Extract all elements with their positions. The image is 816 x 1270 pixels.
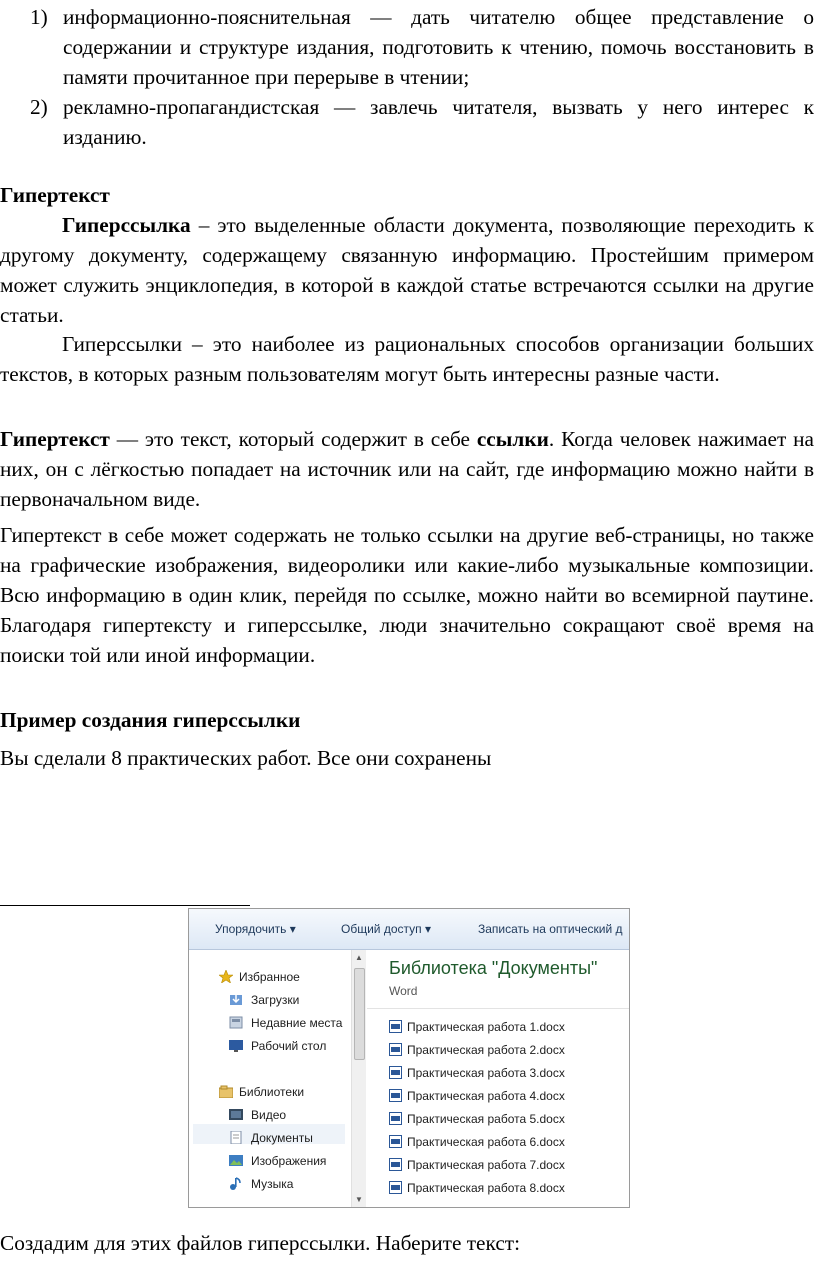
nav-downloads[interactable]: Загрузки bbox=[251, 993, 300, 1007]
library-title: Библиотека "Документы" bbox=[389, 958, 598, 978]
docx-file-icon bbox=[389, 1089, 402, 1102]
nav-desktop[interactable]: Рабочий стол bbox=[251, 1039, 327, 1053]
paragraph-hyperlink-definition bbox=[0, 210, 814, 330]
star-icon bbox=[219, 970, 233, 983]
file-item[interactable] bbox=[389, 1135, 565, 1149]
file-item[interactable] bbox=[389, 1089, 565, 1103]
paragraph-text: . Когда человек нажимает на них, он с лёгкостью попадает на источник или на сайт, где информацию можно найти в первоначальном виде. bbox=[0, 427, 815, 511]
paragraph-create-hyperlinks: Создадим для этих файлов гиперссылки. Наберите текст: bbox=[0, 1231, 520, 1255]
paragraph-text: – это выделенные области документа, позволяющие переходить к другому документу, содержащему связанную информацию. Простейшим примером может служить энциклопедия, в которой в каждой статье встречаются ссылки на другие статьи. bbox=[0, 213, 814, 327]
pictures-icon bbox=[229, 1154, 243, 1167]
file-item[interactable] bbox=[389, 1020, 565, 1034]
video-icon bbox=[229, 1108, 243, 1121]
nav-libraries[interactable]: Библиотеки bbox=[239, 1085, 305, 1099]
docx-file-icon bbox=[389, 1158, 402, 1171]
file-name: Практическая работа 5.docx bbox=[407, 1112, 565, 1126]
file-name: Практическая работа 6.docx bbox=[407, 1135, 565, 1149]
music-icon bbox=[229, 1177, 243, 1190]
section-heading-hypertext: Гипертекст bbox=[0, 183, 110, 207]
nav-recent-places[interactable]: Недавние места bbox=[251, 1016, 343, 1030]
section-heading-example: Пример создания гиперссылки bbox=[0, 708, 301, 732]
nav-pictures[interactable]: Изображения bbox=[251, 1154, 327, 1168]
docx-file-icon bbox=[389, 1112, 402, 1125]
libraries-icon bbox=[219, 1085, 233, 1098]
list-number: 1) bbox=[30, 5, 48, 29]
docx-file-icon bbox=[389, 1181, 402, 1194]
file-item[interactable] bbox=[389, 1043, 565, 1057]
term-hypertext: Гипертекст bbox=[0, 427, 110, 451]
paragraph-text: — это текст, который содержит в себе bbox=[109, 427, 477, 451]
file-item[interactable] bbox=[389, 1066, 565, 1080]
paragraph-hyperlinks: Гиперссылки – это наиболее из рациональных способов организации больших текстов, в которых разным пользователям могут быть интересны разные части. bbox=[0, 332, 814, 386]
scrollbar-thumb[interactable] bbox=[354, 968, 365, 1060]
file-name: Практическая работа 2.docx bbox=[407, 1043, 565, 1057]
explorer-toolbar bbox=[189, 909, 629, 950]
burn-button[interactable]: Записать на оптический д bbox=[478, 922, 623, 936]
desktop-icon bbox=[229, 1039, 243, 1052]
paragraph-hypertext-content: Гипертекст в себе может содержать не только ссылки на другие веб-страницы, но также на графические изображения, видеоролики или какие-либо музыкальные композиции. Всю информацию в один клик, перейдя по ссылке, можно найти во всемирной паутине. Благодаря гипертексту и гиперссылке, люди значительно сокращают своё время на поиски той или иной информации. bbox=[0, 523, 814, 667]
docx-file-icon bbox=[389, 1043, 402, 1056]
list-text: рекламно-пропагандистская — завлечь читателя, вызвать у него интерес к изданию. bbox=[63, 95, 814, 149]
docx-file-icon bbox=[389, 1135, 402, 1148]
list-text: информационно-пояснительная — дать читателю общее представление о содержании и структуре издания, подготовить к чтению, помочь восстановить в памяти прочитанное при перерыве в чтении; bbox=[63, 5, 814, 89]
docx-file-icon bbox=[389, 1066, 402, 1079]
scroll-down-icon[interactable]: ▼ bbox=[355, 1195, 363, 1204]
file-item[interactable] bbox=[389, 1112, 565, 1126]
footnote-divider bbox=[0, 905, 250, 906]
term-hyperlink: Гиперссылка bbox=[62, 213, 191, 237]
file-name: Практическая работа 4.docx bbox=[407, 1089, 565, 1103]
file-item[interactable] bbox=[389, 1181, 565, 1195]
recent-places-icon bbox=[229, 1016, 243, 1029]
file-name: Практическая работа 1.docx bbox=[407, 1020, 565, 1034]
file-list-pane bbox=[367, 950, 629, 1207]
docx-file-icon bbox=[389, 1020, 402, 1033]
term-links: ссылки bbox=[476, 427, 549, 451]
documents-icon bbox=[229, 1131, 243, 1144]
paragraph-hypertext-definition bbox=[0, 424, 814, 514]
file-name: Практическая работа 7.docx bbox=[407, 1158, 565, 1172]
nav-favorites[interactable]: Избранное bbox=[239, 970, 300, 984]
share-button[interactable]: Общий доступ ▾ bbox=[341, 922, 431, 936]
nav-documents[interactable]: Документы bbox=[251, 1131, 313, 1145]
file-name: Практическая работа 8.docx bbox=[407, 1181, 565, 1195]
divider bbox=[367, 1008, 629, 1009]
paragraph-practical-works: Вы сделали 8 практических работ. Все они сохранены bbox=[0, 746, 492, 770]
navigation-pane bbox=[189, 950, 351, 1207]
nav-video[interactable]: Видео bbox=[251, 1108, 287, 1122]
file-name: Практическая работа 3.docx bbox=[407, 1066, 565, 1080]
organize-button[interactable]: Упорядочить ▾ bbox=[215, 922, 296, 936]
scroll-up-icon[interactable]: ▲ bbox=[355, 953, 363, 962]
navigation-scrollbar[interactable] bbox=[351, 950, 366, 1207]
explorer-screenshot bbox=[188, 908, 630, 1208]
downloads-icon bbox=[229, 993, 243, 1006]
list-number: 2) bbox=[30, 95, 48, 119]
nav-music[interactable]: Музыка bbox=[251, 1177, 294, 1191]
library-subtitle: Word bbox=[389, 984, 418, 998]
file-item[interactable] bbox=[389, 1158, 565, 1172]
